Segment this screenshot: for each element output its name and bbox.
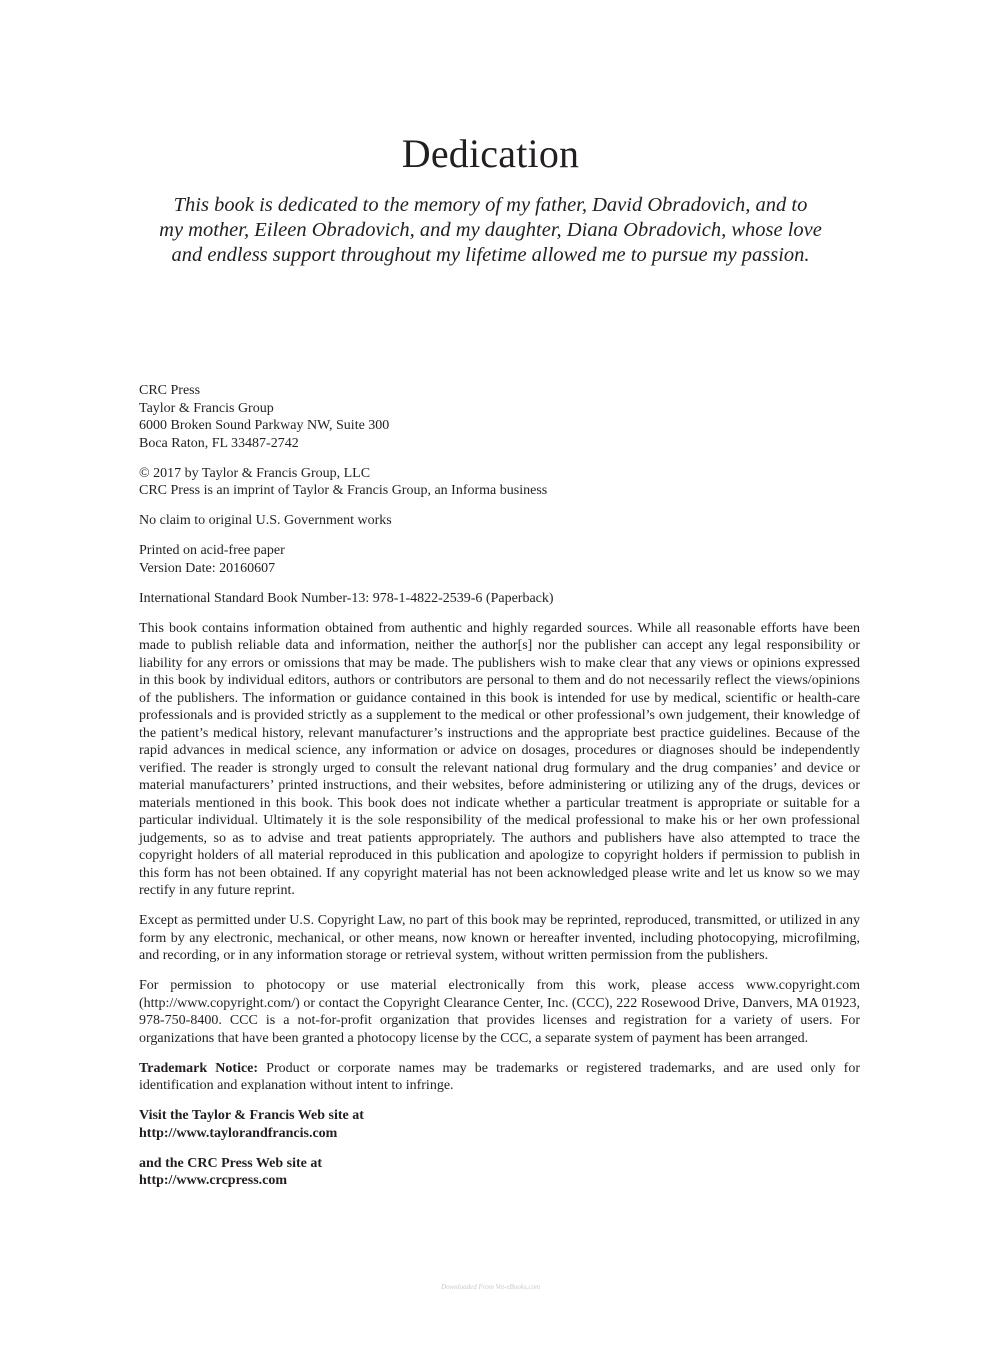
copyright-page-block: [139, 382, 860, 1202]
tf-website: [139, 1107, 860, 1142]
imprint-line: CRC Press is an imprint of Taylor & Francis Group, an Informa business: [139, 483, 548, 498]
copyright-law-paragraph: Except as permitted under U.S. Copyright Law, no part of this book may be reprinted, reproduced, transmitted, or utilized in any form by any electronic, mechanical, or other means, now known or hereafter invented, including photocopying, microfilming, and recording, or in any information storage or retrieval system, without written permission from the publishers.: [139, 913, 860, 963]
publisher-street: 6000 Broken Sound Parkway NW, Suite 300: [139, 418, 390, 433]
dedication-title: Dedication: [401, 131, 580, 176]
no-claim-notice: No claim to original U.S. Government works: [139, 513, 392, 528]
copyright-notice: [139, 465, 860, 500]
dedication-text: [130, 193, 851, 268]
crc-website-label: and the CRC Press Web site at: [139, 1155, 323, 1171]
trademark-notice: [139, 1060, 860, 1095]
crc-website-url[interactable]: http://www.crcpress.com: [139, 1173, 288, 1188]
tf-website-label: Visit the Taylor & Francis Web site at: [139, 1108, 364, 1123]
publisher-group: Taylor & Francis Group: [139, 400, 274, 416]
version-date: Version Date: 20160607: [139, 560, 276, 576]
publisher-address: [139, 382, 860, 452]
permission-paragraph: For permission to photocopy or use material electronically from this work, please access www.copyright.com (http://www.copyright.com/) or contact the Copyright Clearance Center, Inc. (CCC), 222 Rosewood Drive, Danvers, MA 01923, 978-750-8400. CCC is a not-for-profit organization that provides licenses and registration for a variety of users. For organizations that have been granted a photocopy license by the CCC, a separate system of payment has been arranged.: [139, 978, 860, 1046]
trademark-text: Product or corporate names may be trademarks or registered trademarks, and are used only for identification and explanation without intent to infringe.: [139, 1060, 860, 1093]
printing-info: [139, 542, 860, 577]
crc-website: [139, 1155, 860, 1190]
dedication-line: and endless support throughout my lifetime allowed me to pursue my passion.: [171, 244, 810, 266]
trademark-label: Trademark Notice:: [139, 1060, 259, 1076]
disclaimer-paragraph: This book contains information obtained from authentic and highly regarded sources. While all reasonable efforts have been made to publish reliable data and information, neither the author[s] nor the publisher can accept any legal responsibility or liability for any errors or omissions that may be made. The publishers wish to make clear that any views or opinions expressed in this book by individual editors, authors or contributors are personal to them and do not necessarily reflect the views/opinions of the publishers. The information or guidance contained in this book is intended for use by medical, scientific or health-care professionals and is provided strictly as a supplement to the medical or other professional’s own judgement, their knowledge of the patient’s medical history, relevant manufacturer’s instructions and the appropriate best practice guidelines. Because of the rapid advances in medical science, any information or advice on dosages, procedures or diagnoses should be independently verified. The reader is strongly urged to consult the relevant national drug formulary and the drug companies’ and device or material manufacturers’ printed instructions, and their websites, before administering or utilizing any of the drugs, devices or materials mentioned in this book. This book does not indicate whether a particular treatment is appropriate or suitable for a particular individual. Ultimately it is the sole responsibility of the medical professional to make his or her own professional judgements, so as to advise and treat patients appropriately. The authors and publishers have also attempted to trace the copyright holders of all material reproduced in this publication and apologize to copyright holders if permission to publish in this form has not been obtained. If any copyright material has not been acknowledged please write and let us know so we may rectify in any future reprint.: [139, 620, 860, 898]
tf-website-url[interactable]: http://www.taylorandfrancis.com: [139, 1125, 338, 1141]
download-watermark: Downloaded From Vet-eBooks.com: [440, 1283, 541, 1291]
publisher-name: CRC Press: [139, 383, 201, 398]
dedication-line: This book is dedicated to the memory of my father, David Obradovich, and to: [173, 194, 808, 216]
isbn-line: International Standard Book Number-13: 978-1-4822-2539-6 (Paperback): [139, 590, 554, 606]
publisher-city: Boca Raton, FL 33487-2742: [139, 435, 299, 451]
dedication-line: my mother, Eileen Obradovich, and my daughter, Diana Obradovich, whose love: [159, 219, 822, 241]
copyright-line: © 2017 by Taylor & Francis Group, LLC: [139, 465, 371, 481]
paper-line: Printed on acid-free paper: [139, 543, 285, 558]
